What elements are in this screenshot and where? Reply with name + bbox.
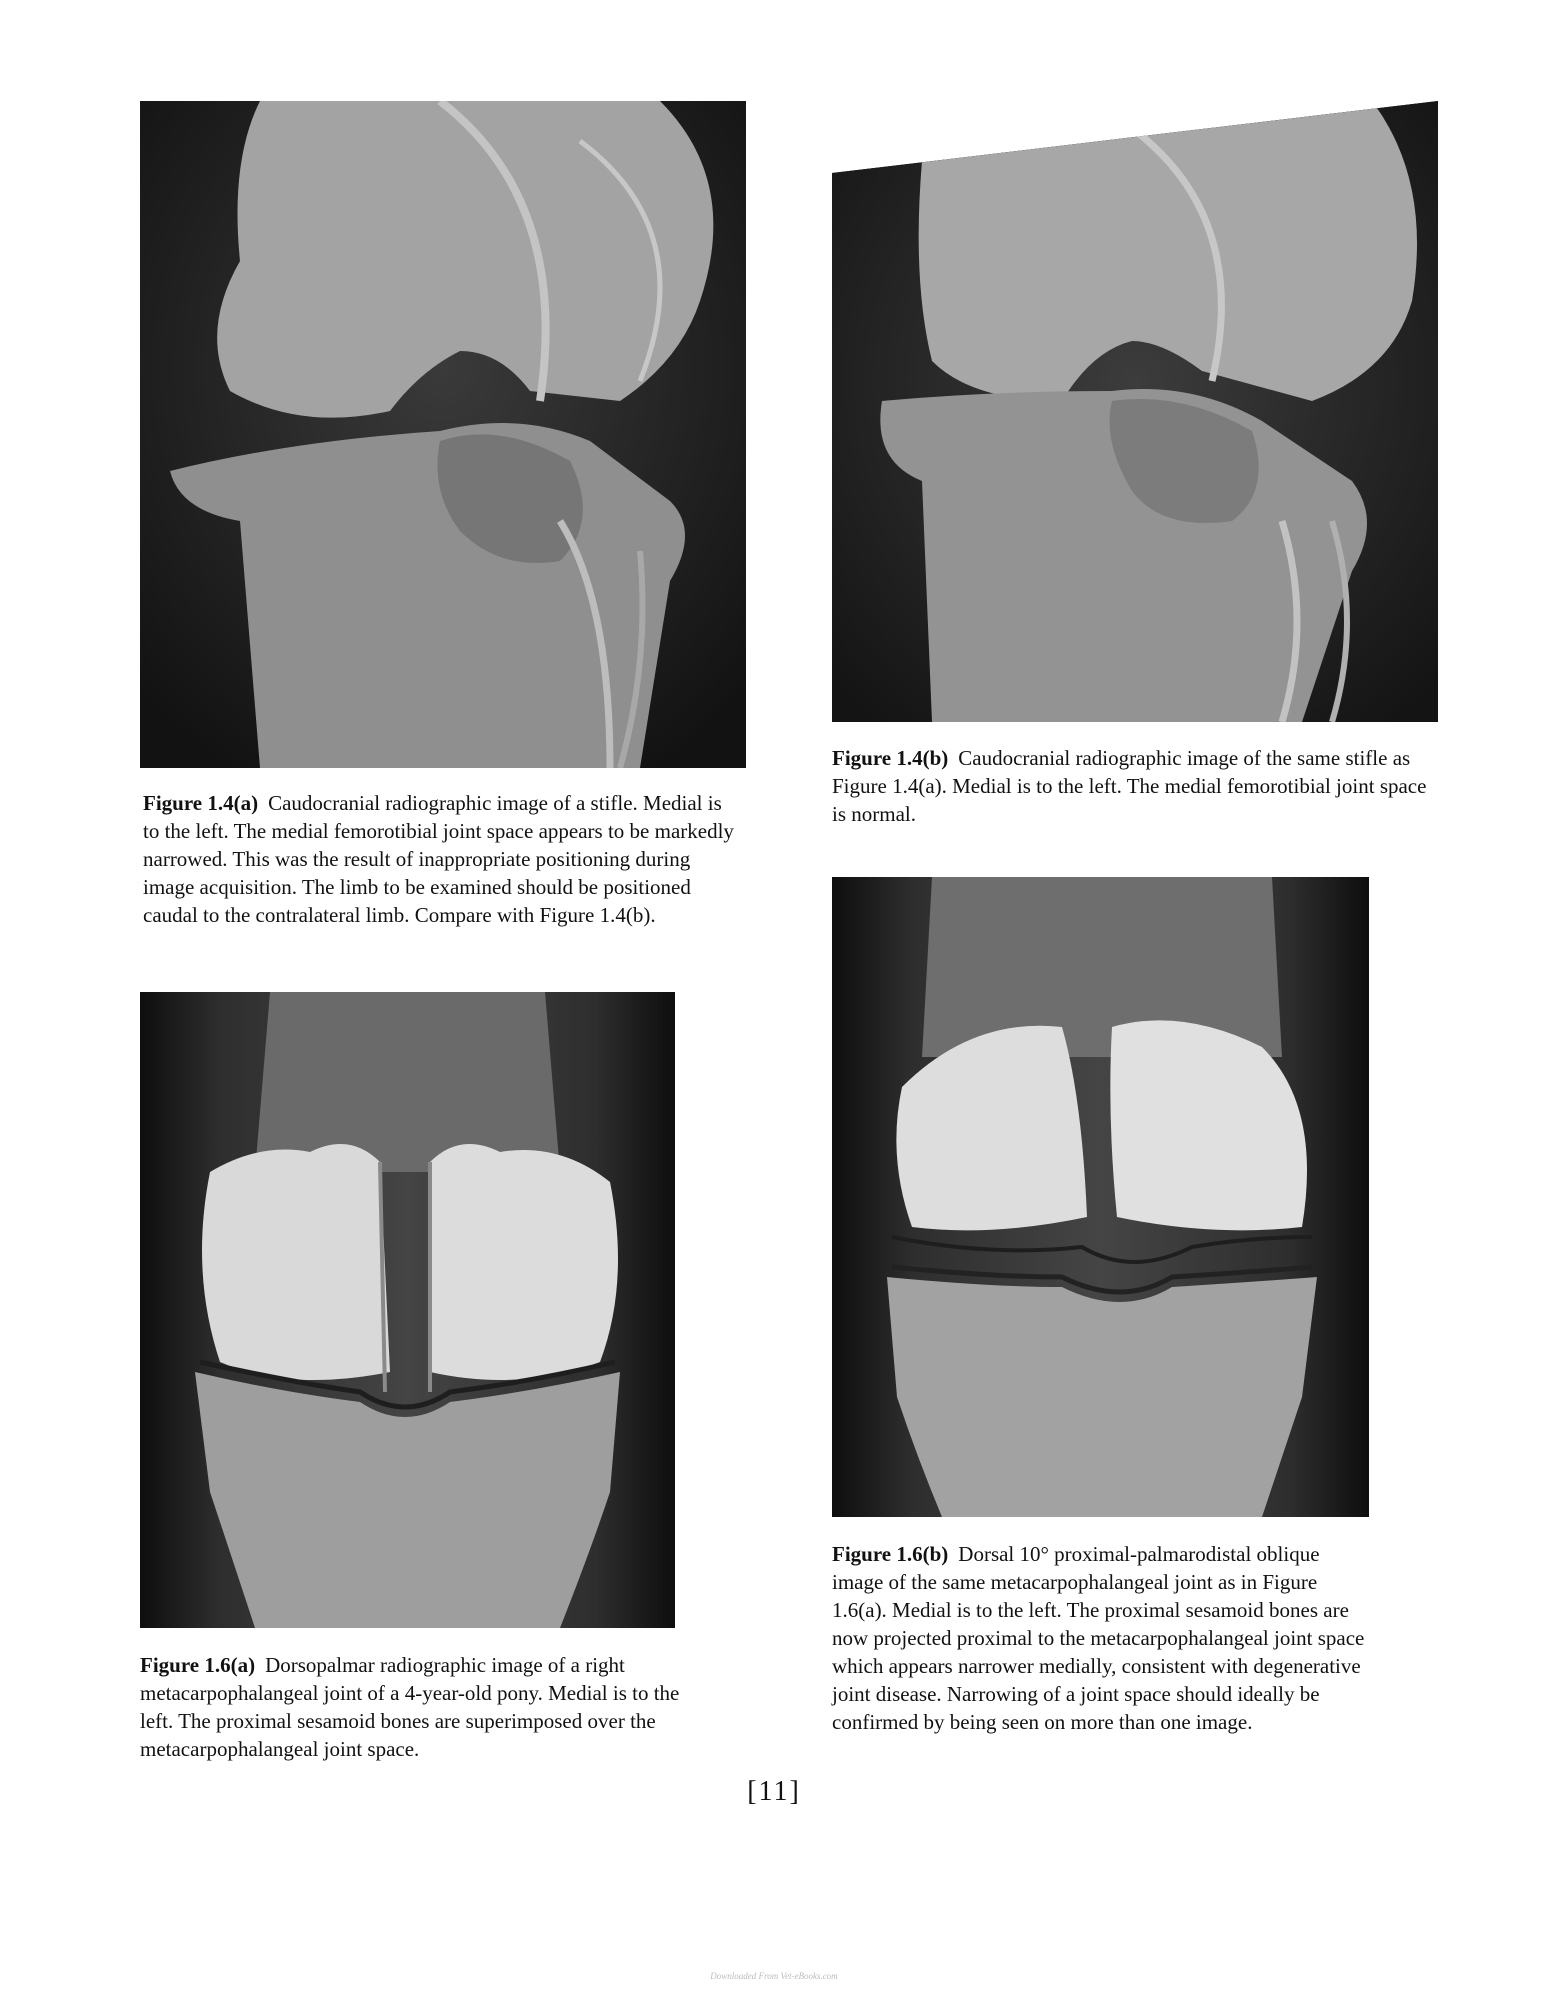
figure-label: Figure 1.6(b) [832, 1542, 949, 1566]
figure-1-6b-radiograph [832, 877, 1369, 1517]
footer-watermark: Downloaded From Vet-eBooks.com [710, 1971, 838, 1981]
caption-text: Caudocranial radiographic image of the same stifle as Figure 1.4(a). Medial is to the left. The medial femorotibial joint space is normal. [832, 746, 1427, 826]
figure-1-6b-caption [832, 1540, 1372, 1736]
caption-text: Caudocranial radiographic image of a stifle. Medial is to the left. The medial femorotibial joint space appears to be markedly narrowed. This was the result of inappropriate positioning during image acquisition. The limb to be examined should be positioned caudal to the contralateral limb. Compare with Figure 1.4(b). [143, 791, 734, 927]
page-number: [11] [747, 1776, 801, 1807]
figure-1-4b-caption [832, 744, 1438, 828]
figure-label: Figure 1.4(b) [832, 746, 949, 770]
figure-1-4a-radiograph [140, 101, 746, 768]
figure-1-4a-caption [143, 789, 743, 929]
figure-label: Figure 1.4(a) [143, 791, 259, 815]
figure-1-4b-radiograph [832, 101, 1438, 722]
figure-1-6a-caption [140, 1651, 680, 1763]
caption-text: Dorsopalmar radiographic image of a right metacarpophalangeal joint of a 4-year-old pony. Medial is to the left. The proximal sesamoid bones are superimposed over the metacarpophalangeal joint space. [140, 1653, 680, 1761]
figure-label: Figure 1.6(a) [140, 1653, 256, 1677]
figure-1-6a-radiograph [140, 992, 675, 1628]
caption-text: Dorsal 10° proximal-palmarodistal oblique image of the same metacarpophalangeal joint as in Figure 1.6(a). Medial is to the left. The proximal sesamoid bones are now projected proximal to the metacarpophalangeal joint space which appears narrower medially, consistent with degenerative joint disease. Narrowing of a joint space should ideally be confirmed by being seen on more than one image. [832, 1542, 1365, 1734]
